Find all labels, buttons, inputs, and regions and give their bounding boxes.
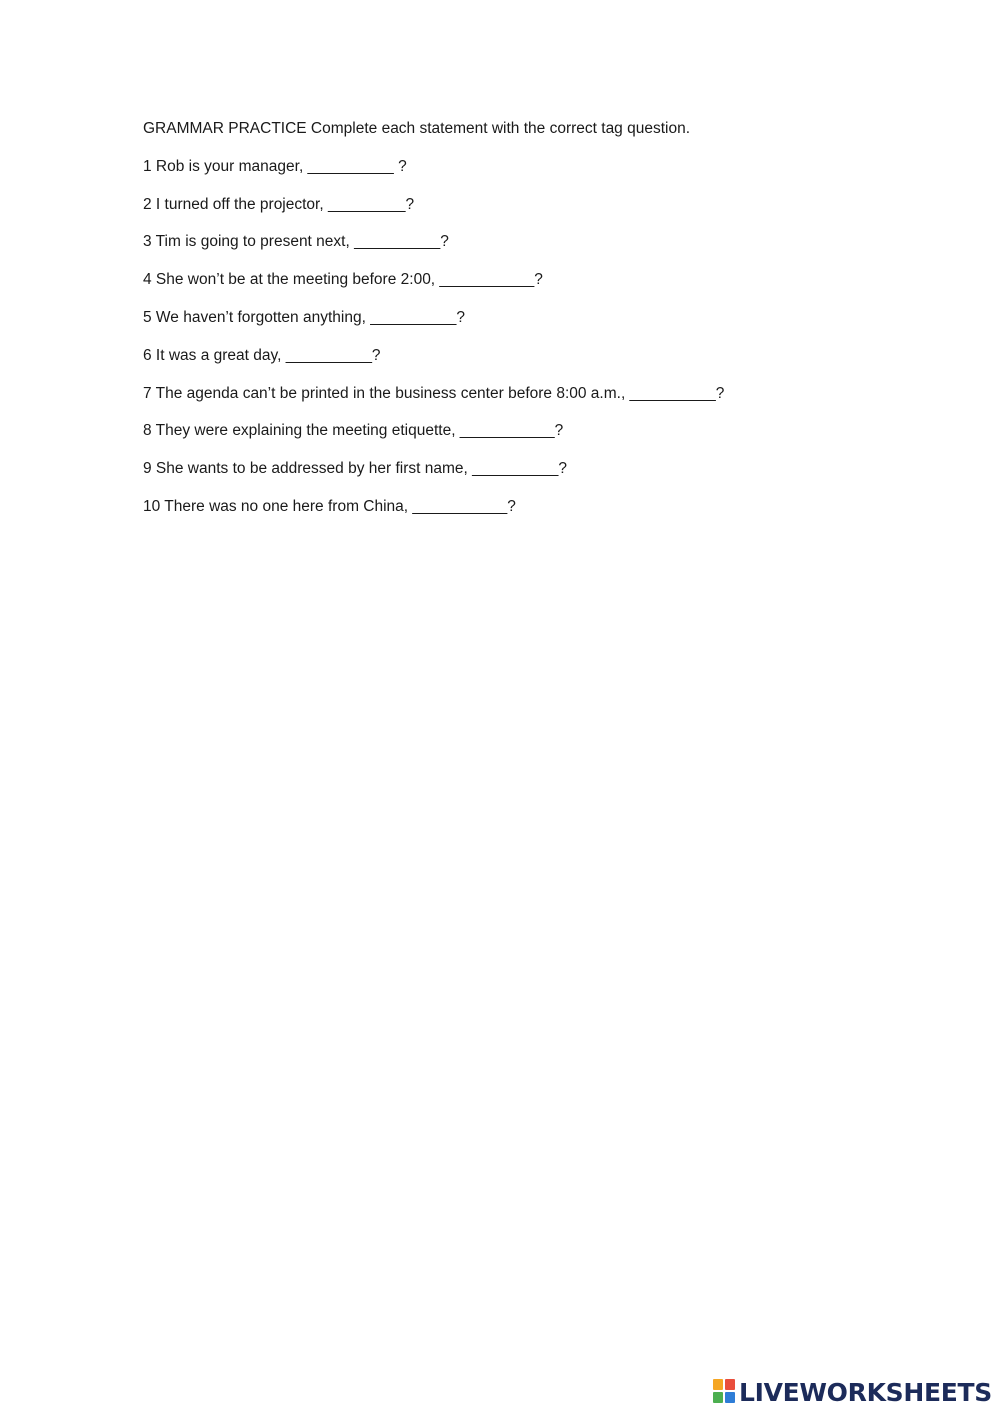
question-item-6: 6 It was a great day, __________? xyxy=(143,346,381,364)
question-item-5: 5 We haven’t forgotten anything, __________? xyxy=(143,308,466,326)
question-item-7: 7 The agenda can’t be printed in the business center before 8:00 a.m., __________? xyxy=(143,384,725,402)
liveworksheets-logo xyxy=(713,1377,992,1407)
question-item-1: 1 Rob is your manager, __________ ? xyxy=(143,157,407,175)
liveworksheets-logo-icon xyxy=(713,1379,737,1405)
logo-text: LIVEWORKSHEETS xyxy=(738,1377,992,1407)
worksheet-content xyxy=(143,119,943,535)
logo-square-c xyxy=(713,1392,723,1403)
question-item-9: 9 She wants to be addressed by her first name, __________? xyxy=(143,460,567,478)
question-item-10: 10 There was no one here from China, ___________? xyxy=(143,497,516,515)
question-item-4: 4 She won’t be at the meeting before 2:00, ___________? xyxy=(143,271,543,289)
logo-square-b xyxy=(725,1379,735,1390)
instruction-text: GRAMMAR PRACTICE Complete each statement with the correct tag question. xyxy=(143,120,691,137)
logo-square-d xyxy=(725,1392,735,1403)
logo-square-a xyxy=(713,1379,723,1390)
question-item-3: 3 Tim is going to present next, __________? xyxy=(143,233,449,251)
question-item-8: 8 They were explaining the meeting etiquette, ___________? xyxy=(143,422,564,440)
question-item-2: 2 I turned off the projector, _________? xyxy=(143,195,415,213)
